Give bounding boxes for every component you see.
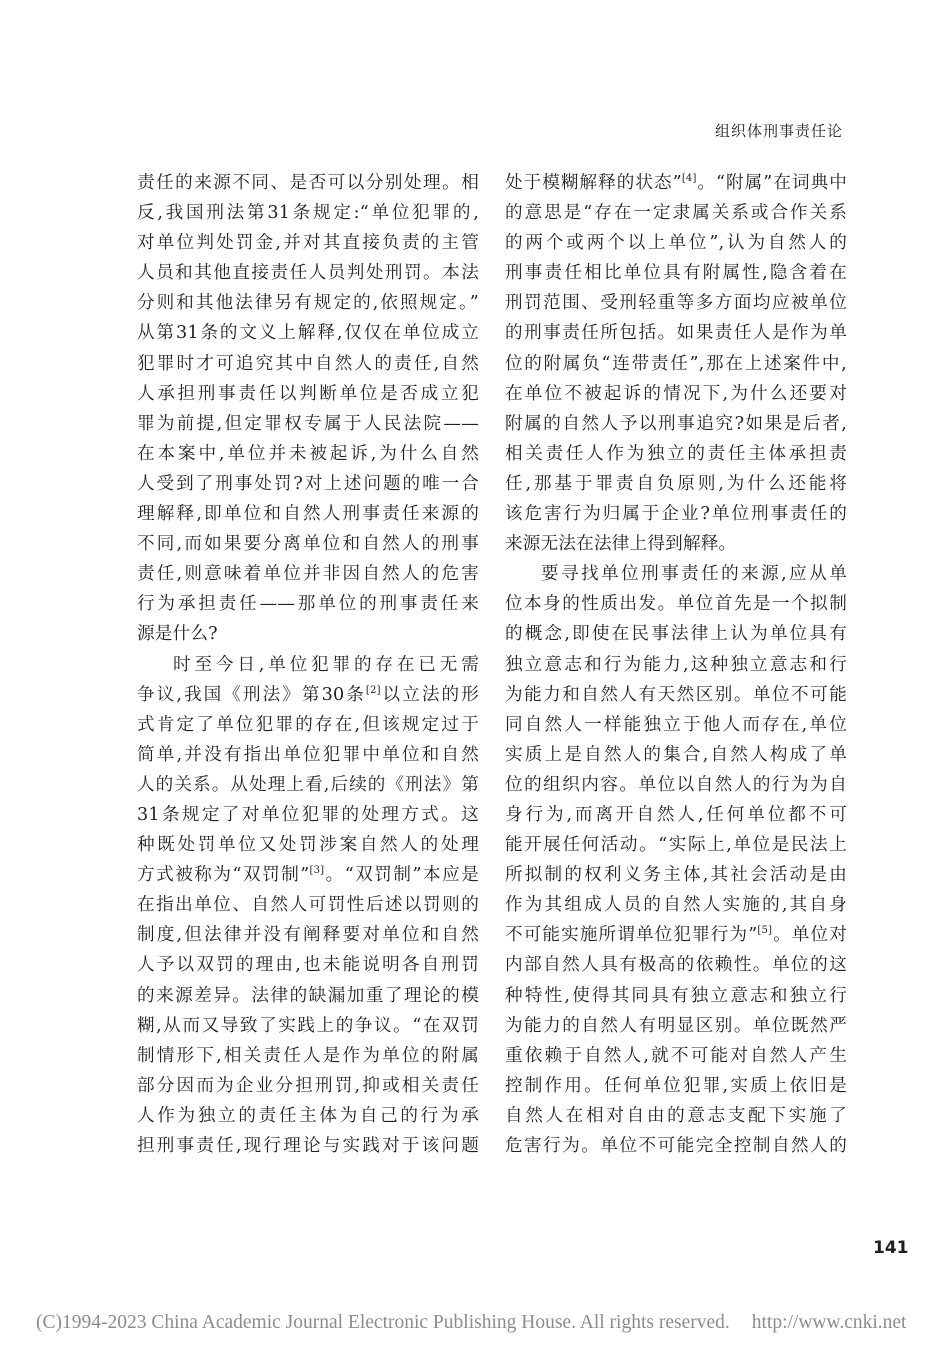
citation-marker: [2] (365, 684, 381, 696)
text-line: 式肯定了单位犯罪的存在,但该规定过于 (137, 714, 479, 735)
text-line: 人员和其他直接责任人员判处刑罚。本法 (137, 263, 479, 284)
text-line: 人予以双罚的理由,也未能说明各自刑罚 (137, 955, 479, 976)
text-line: 同自然人一样能独立于他人而存在,单位 (505, 714, 847, 735)
text-line: 简单,并没有指出单位犯罪中单位和自然 (137, 744, 479, 765)
copyright-notice: (C)1994-2023 China Academic Journal Electronic Publishing House. All rights reserved. (36, 1312, 730, 1333)
text-line: 控制作用。任何单位犯罪,实质上依旧是 (505, 1075, 847, 1096)
text-line: 来源无法在法律上得到解释。 (505, 534, 737, 555)
text-line: 重依赖于自然人,就不可能对自然人产生 (505, 1045, 847, 1066)
text-line: 罪为前提,但定罪权专属于人民法院—— (137, 413, 479, 434)
text-line: 理解释,即单位和自然人刑事责任来源的 (137, 504, 479, 525)
text-line: 的意思是“存在一定隶属关系或合作关系 (505, 203, 847, 224)
text-line: 时至今日,单位犯罪的存在已无需 (173, 654, 479, 675)
text-line: 制情形下,相关责任人是作为单位的附属 (137, 1045, 479, 1066)
text-line: 从第31条的文义上解释,仅仅在单位成立 (137, 323, 479, 344)
text-line: 危害行为。单位不可能完全控制自然人的 (505, 1136, 847, 1156)
text-line: 刑事责任相比单位具有附属性,隐含着在 (505, 263, 847, 284)
text-line: 犯罪时才可追究其中自然人的责任,自然 (137, 353, 479, 374)
text-line: 源是什么? (137, 624, 218, 645)
text-line: 责任,则意味着单位并非因自然人的危害 (137, 564, 479, 585)
text-line: 在本案中,单位并未被起诉,为什么自然 (137, 443, 479, 464)
text-line: 方式被称为“双罚制”[3]。“双罚制”本应是 (137, 865, 479, 886)
text-line: 处于模糊解释的状态”[4]。“附属”在词典中 (505, 173, 847, 193)
text-line: 在指出单位、自然人可罚性后述以罚则的 (137, 895, 479, 916)
text-line: 为能力的自然人有明显区别。单位既然严 (505, 1015, 847, 1036)
text-line: 相关责任人作为独立的责任主体承担责 (505, 443, 847, 464)
text-line: 自然人在相对自由的意志支配下实施了 (505, 1105, 847, 1126)
text-line: 身行为,而离开自然人,任何单位都不可 (505, 804, 847, 825)
text-line: 的来源差异。法律的缺漏加重了理论的模 (137, 985, 479, 1006)
text-line: 对单位判处罚金,并对其直接负责的主管 (137, 233, 479, 254)
text-line: 的概念,即使在民事法律上认为单位具有 (505, 624, 847, 645)
text-line: 位的附属负“连带责任”,那在上述案件中, (505, 353, 847, 374)
text-line: 在单位不被起诉的情况下,为什么还要对 (505, 383, 847, 404)
text-line: 的刑事责任所包括。如果责任人是作为单 (505, 323, 847, 344)
running-header-title: 组织体刑事责任论 (714, 122, 843, 140)
text-line: 人作为独立的责任主体为自己的行为承 (137, 1105, 479, 1126)
text-line: 位的组织内容。单位以自然人的行为为自 (505, 774, 847, 795)
text-line: 不可能实施所谓单位犯罪行为”[5]。单位对 (505, 925, 848, 946)
text-line: 不同,而如果要分离单位和自然人的刑事 (137, 534, 479, 555)
text-line: 人的关系。从处理上看,后续的《刑法》第 (137, 774, 479, 795)
text-line: 所拟制的权利义务主体,其社会活动是由 (505, 865, 847, 886)
text-line: 作为其组成人员的自然人实施的,其自身 (505, 895, 847, 916)
text-line: 担刑事责任,现行理论与实践对于该问题 (137, 1136, 479, 1156)
text-line: 的两个或两个以上单位”,认为自然人的 (505, 233, 847, 254)
text-line: 人承担刑事责任以判断单位是否成立犯 (137, 383, 479, 404)
citation-marker: [3] (309, 865, 325, 877)
text-line: 部分因而为企业分担刑罚,抑或相关责任 (137, 1075, 479, 1096)
text-line: 该危害行为归属于企业?单位刑事责任的 (505, 504, 847, 525)
text-line: 种特性,使得其同具有独立意志和独立行 (505, 985, 847, 1006)
text-line: 能开展任何活动。“实际上,单位是民法上 (505, 835, 847, 856)
text-line: 要寻找单位刑事责任的来源,应从单 (541, 564, 847, 585)
copyright-footer (36, 1312, 916, 1334)
right-text-column (505, 168, 847, 1161)
text-line: 分则和其他法律另有规定的,依照规定。” (137, 293, 479, 314)
text-line: 独立意志和行为能力,这种独立意志和行 (505, 654, 847, 675)
citation-marker: [5] (757, 925, 773, 937)
text-line: 责任的来源不同、是否可以分别处理。相 (137, 173, 479, 193)
text-line: 31条规定了对单位犯罪的处理方式。这 (137, 804, 479, 825)
page-number: 141 (873, 1238, 909, 1258)
text-line: 行为承担责任——那单位的刑事责任来 (137, 594, 479, 615)
text-line: 实质上是自然人的集合,自然人构成了单 (505, 744, 847, 765)
text-line: 种既处罚单位又处罚涉案自然人的处理 (137, 835, 479, 856)
text-line: 刑罚范围、受刑轻重等多方面均应被单位 (505, 293, 847, 314)
text-line: 附属的自然人予以刑事追究?如果是后者, (505, 413, 847, 434)
text-line: 人受到了刑事处罚?对上述问题的唯一合 (137, 473, 479, 494)
text-line: 反,我国刑法第31条规定:“单位犯罪的, (137, 203, 479, 224)
text-line: 位本身的性质出发。单位首先是一个拟制 (505, 594, 847, 615)
text-line: 为能力和自然人有天然区别。单位不可能 (505, 684, 847, 705)
text-line: 内部自然人具有极高的依赖性。单位的这 (505, 955, 847, 976)
text-line: 糊,从而又导致了实践上的争议。“在双罚 (137, 1015, 479, 1036)
text-line: 任,那基于罪责自负原则,为什么还能将 (505, 473, 847, 494)
text-line: 制度,但法律并没有阐释要对单位和自然 (137, 925, 479, 946)
left-text-column (137, 168, 479, 1161)
cnki-url: http://www.cnki.net (751, 1312, 907, 1333)
text-line: 争议,我国《刑法》第30条[2]以立法的形 (137, 684, 479, 705)
citation-marker: [4] (681, 173, 697, 184)
